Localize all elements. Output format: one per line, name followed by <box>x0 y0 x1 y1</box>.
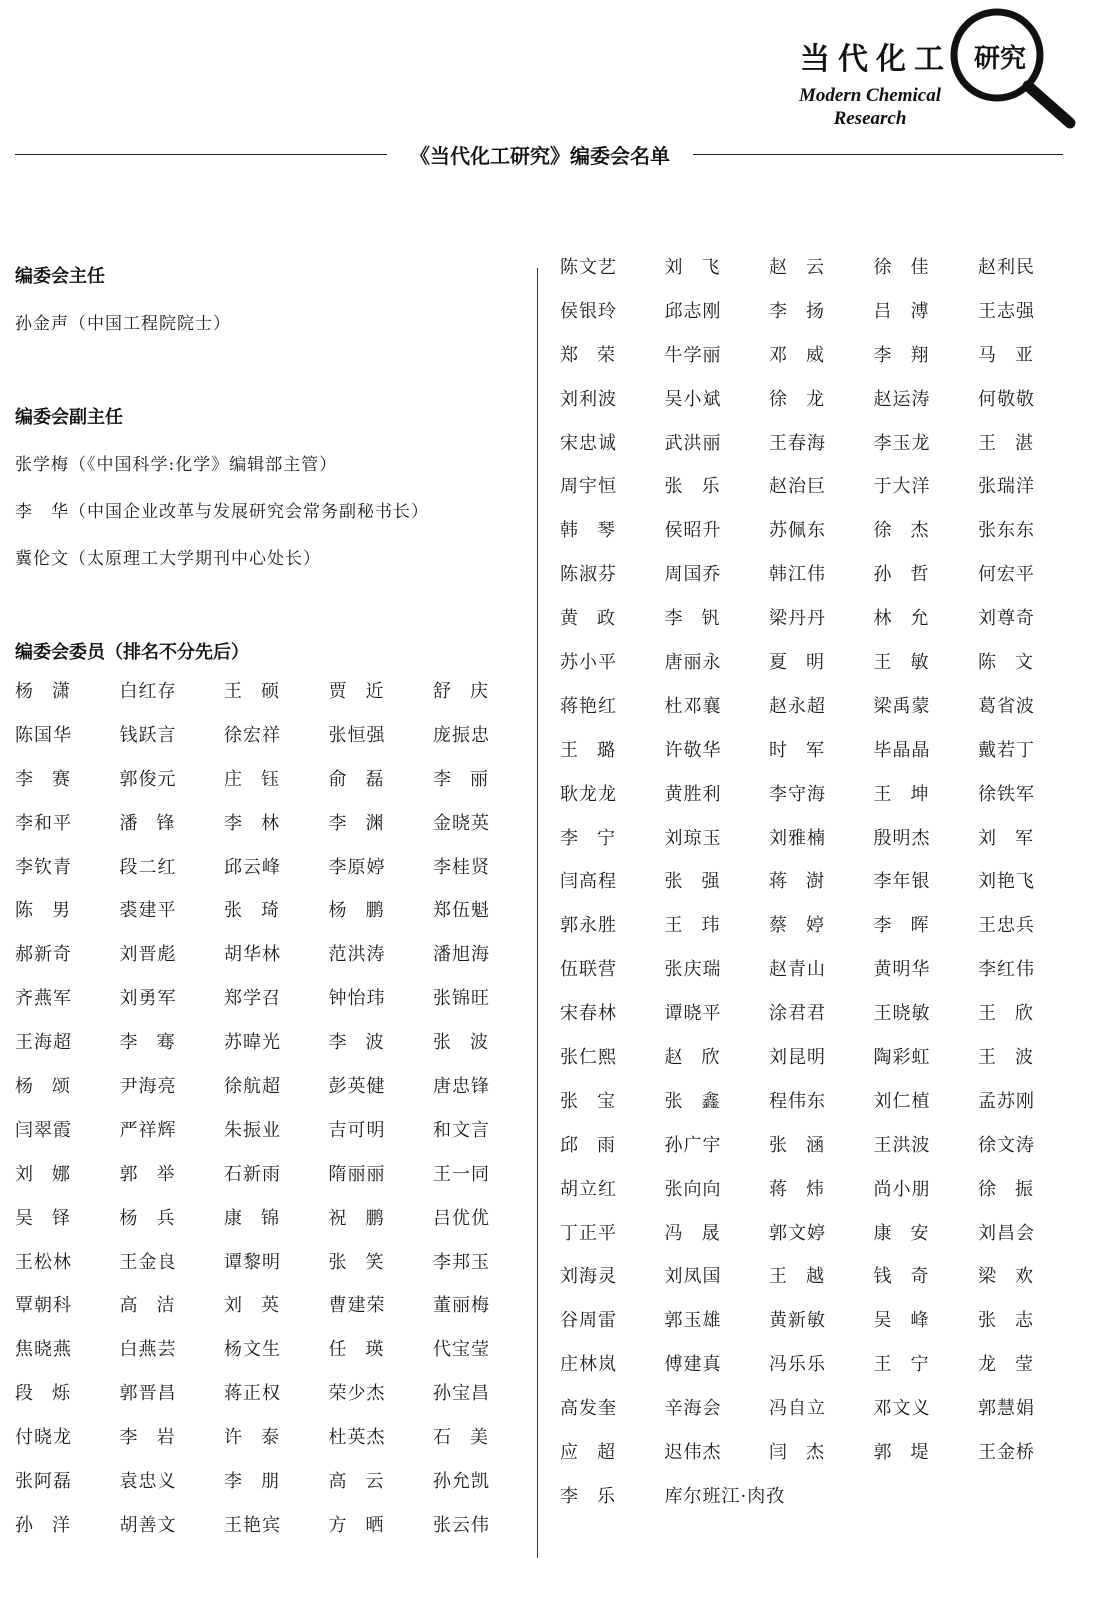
member-name: 张乐 <box>664 476 739 498</box>
member-name: 赵青山 <box>769 959 826 981</box>
member-name: 刘尊奇 <box>978 608 1035 630</box>
member-name: 郭俊元 <box>119 768 177 790</box>
member-name: 张恒强 <box>328 724 386 746</box>
vice-director-heading: 编委会副主任 <box>15 407 123 428</box>
member-name: 陈男 <box>15 900 89 922</box>
member-name: 孙哲 <box>873 564 948 586</box>
member-name: 刘海灵 <box>560 1266 617 1288</box>
member-name: 钱奇 <box>873 1266 948 1288</box>
member-name: 杨颂 <box>15 1076 89 1098</box>
member-name: 宋春林 <box>560 1003 617 1025</box>
member-name: 伍联营 <box>560 959 617 981</box>
member-name: 蒋艳红 <box>560 695 617 717</box>
member-name: 李守海 <box>769 783 826 805</box>
member-name: 张东东 <box>978 520 1035 542</box>
member-name: 金晓英 <box>433 812 490 834</box>
vice-director-entry: 张学梅（《中国科学:化学》编辑部主管） <box>15 455 338 475</box>
member-name: 刘雅楠 <box>769 827 826 849</box>
member-name: 许敬华 <box>664 739 722 761</box>
member-name: 宋忠诚 <box>560 432 617 454</box>
member-name: 何敬敬 <box>978 388 1035 410</box>
member-name: 谭黎明 <box>224 1251 281 1273</box>
logo-english-line1: Modern Chemical <box>799 85 941 106</box>
member-name: 庄钰 <box>224 768 298 790</box>
member-name: 裘建平 <box>119 900 177 922</box>
member-name: 周宇恒 <box>560 476 617 498</box>
member-name: 胡华林 <box>224 944 281 966</box>
member-name: 李宁 <box>560 827 634 849</box>
member-name: 庞振忠 <box>433 724 490 746</box>
member-name: 戴若丁 <box>978 739 1035 761</box>
member-name: 黄新敏 <box>769 1310 826 1332</box>
director-heading: 编委会主任 <box>15 266 105 287</box>
member-name: 李年银 <box>873 871 931 893</box>
header-rule-right <box>693 154 1063 155</box>
member-name: 吴小斌 <box>664 388 722 410</box>
member-name: 郭慧娟 <box>978 1398 1035 1420</box>
member-name: 程伟东 <box>769 1090 826 1112</box>
member-name: 舒庆 <box>433 681 507 702</box>
member-name: 范洪涛 <box>328 944 386 966</box>
member-name: 高洁 <box>119 1295 194 1317</box>
member-name: 袁忠义 <box>119 1471 177 1493</box>
member-name: 陈文 <box>978 652 1052 674</box>
member-name: 吕优优 <box>433 1207 490 1229</box>
member-name: 梁欢 <box>978 1266 1052 1288</box>
member-name: 徐杰 <box>873 520 948 542</box>
member-name: 马亚 <box>978 344 1052 366</box>
member-name: 郝新奇 <box>15 944 72 966</box>
member-name: 王宁 <box>873 1354 948 1376</box>
member-name: 郭玉雄 <box>664 1310 722 1332</box>
member-name: 任瑛 <box>328 1339 403 1361</box>
member-name: 黄胜利 <box>664 783 722 805</box>
member-name: 郭文婷 <box>769 1222 826 1244</box>
member-name: 白红存 <box>119 681 177 702</box>
member-name: 康安 <box>873 1222 948 1244</box>
member-name: 王忠兵 <box>978 915 1035 937</box>
member-name: 胡善文 <box>119 1514 177 1536</box>
member-name: 郭举 <box>119 1163 194 1185</box>
member-name: 张志 <box>978 1310 1052 1332</box>
member-name: 王金良 <box>119 1251 177 1273</box>
member-name: 傅建真 <box>664 1354 722 1376</box>
member-name: 李邦玉 <box>433 1251 490 1273</box>
member-name: 王越 <box>769 1266 843 1288</box>
member-name: 王璐 <box>560 739 634 761</box>
member-name: 孟苏刚 <box>978 1090 1035 1112</box>
member-name: 吕溥 <box>873 300 948 322</box>
member-name: 郑伍魁 <box>433 900 490 922</box>
member-name: 方晒 <box>328 1514 403 1536</box>
member-name: 李朋 <box>224 1471 298 1493</box>
vice-director-entry: 冀伦文（太原理工大学期刊中心处长） <box>15 549 321 569</box>
member-name: 俞磊 <box>328 768 403 790</box>
member-name: 韩琴 <box>560 520 634 542</box>
member-name: 王敏 <box>873 652 948 674</box>
member-name: 张云伟 <box>433 1514 490 1536</box>
members-grid-left <box>15 680 538 1558</box>
member-name: 刘利波 <box>560 388 617 410</box>
member-name: 孙允凯 <box>433 1471 490 1493</box>
member-name: 王硕 <box>224 681 298 702</box>
member-name: 陈文艺 <box>560 257 617 278</box>
member-name: 殷明杰 <box>873 827 931 849</box>
member-name: 尹海亮 <box>119 1076 177 1098</box>
member-name: 焦晓燕 <box>15 1339 72 1361</box>
member-name: 毕晶晶 <box>873 739 931 761</box>
member-name: 白燕芸 <box>119 1339 177 1361</box>
member-name: 钱跃言 <box>119 724 177 746</box>
member-name: 周国乔 <box>664 564 722 586</box>
member-name: 李玉龙 <box>873 432 931 454</box>
member-name: 潘锋 <box>119 812 194 834</box>
header-rule-left <box>15 154 387 155</box>
member-name: 李林 <box>224 812 298 834</box>
member-name: 王湛 <box>978 432 1052 454</box>
member-name: 迟伟杰 <box>664 1442 722 1464</box>
member-name: 徐龙 <box>769 388 843 410</box>
member-name: 李渊 <box>328 812 403 834</box>
member-name: 王海超 <box>15 1032 72 1054</box>
member-name: 朱振业 <box>224 1119 281 1141</box>
member-name: 蒋正权 <box>224 1383 281 1405</box>
member-name: 蔡婷 <box>769 915 843 937</box>
member-name: 张阿磊 <box>15 1471 72 1493</box>
member-name: 刘仁植 <box>873 1090 931 1112</box>
member-name: 孙广宇 <box>664 1134 722 1156</box>
member-name: 梁丹丹 <box>769 608 826 630</box>
member-name: 祝鹏 <box>328 1207 403 1229</box>
member-name: 段二红 <box>119 856 177 878</box>
member-name: 张瑞洋 <box>978 476 1035 498</box>
member-name: 徐航超 <box>224 1076 281 1098</box>
member-name: 刘英 <box>224 1295 298 1317</box>
page-title: 《当代化工研究》编委会名单 <box>410 144 670 168</box>
member-name: 赵治巨 <box>769 476 826 498</box>
member-name: 王玮 <box>664 915 739 937</box>
logo-english-name <box>790 84 950 130</box>
member-name: 孙洋 <box>15 1514 89 1536</box>
member-name: 张强 <box>664 871 739 893</box>
member-name: 张仁熙 <box>560 1047 617 1069</box>
member-name: 涂君君 <box>769 1003 826 1025</box>
member-name: 梁禹蒙 <box>873 695 931 717</box>
member-name: 刘飞 <box>664 257 739 278</box>
member-name: 杨潇 <box>15 681 89 702</box>
member-name: 刘琼玉 <box>664 827 722 849</box>
member-name: 何宏平 <box>978 564 1035 586</box>
member-name: 林允 <box>873 608 948 630</box>
member-name: 康锦 <box>224 1207 298 1229</box>
member-name: 徐文涛 <box>978 1134 1035 1156</box>
member-name: 贾近 <box>328 681 403 702</box>
member-name: 彭英健 <box>328 1076 386 1098</box>
member-name: 苏暐光 <box>224 1032 281 1054</box>
member-name: 赵永超 <box>769 695 826 717</box>
member-name: 张涵 <box>769 1134 843 1156</box>
member-name: 李扬 <box>769 300 843 322</box>
member-name: 时军 <box>769 739 843 761</box>
member-name: 赵运涛 <box>873 388 931 410</box>
member-name: 李晖 <box>873 915 948 937</box>
member-name: 张笑 <box>328 1251 403 1273</box>
member-name: 尚小朋 <box>873 1178 931 1200</box>
member-name: 苏小平 <box>560 652 617 674</box>
member-name: 吉可明 <box>328 1119 386 1141</box>
member-name: 郑学召 <box>224 988 281 1010</box>
member-name: 吴铎 <box>15 1207 89 1229</box>
member-name: 王晓敏 <box>873 1003 931 1025</box>
member-name: 和文言 <box>433 1119 490 1141</box>
members-heading: 编委会委员（排名不分先后） <box>15 642 249 663</box>
member-name: 李红伟 <box>978 959 1035 981</box>
member-name: 潘旭海 <box>433 944 490 966</box>
member-name: 胡立红 <box>560 1178 617 1200</box>
member-name: 段烁 <box>15 1383 89 1405</box>
member-name: 王艳宾 <box>224 1514 281 1536</box>
logo-chinese-name: 当代化工 <box>800 42 952 77</box>
member-name: 代宝莹 <box>433 1339 490 1361</box>
member-name: 闫杰 <box>769 1442 843 1464</box>
member-name: 冯自立 <box>769 1398 826 1420</box>
member-name: 张锦旺 <box>433 988 490 1010</box>
member-name: 夏明 <box>769 652 843 674</box>
member-name: 侯银玲 <box>560 300 617 322</box>
member-name: 陶彩虹 <box>873 1047 931 1069</box>
member-name: 徐佳 <box>873 257 948 278</box>
member-name: 刘艳飞 <box>978 871 1035 893</box>
member-name: 唐忠锋 <box>433 1076 490 1098</box>
member-name: 王春海 <box>769 432 826 454</box>
member-name: 刘昆明 <box>769 1047 826 1069</box>
member-name: 黄政 <box>560 608 634 630</box>
member-name: 李乐 <box>560 1485 634 1507</box>
member-name: 严祥辉 <box>119 1119 177 1141</box>
member-name: 韩江伟 <box>769 564 826 586</box>
member-name: 李原婷 <box>328 856 386 878</box>
member-name: 高云 <box>328 1471 403 1493</box>
member-name: 葛省波 <box>978 695 1035 717</box>
member-name: 李翔 <box>873 344 948 366</box>
member-name: 王一同 <box>433 1163 490 1185</box>
member-name: 冯乐乐 <box>769 1354 826 1376</box>
member-name: 王波 <box>978 1047 1052 1069</box>
member-name: 李波 <box>328 1032 403 1054</box>
member-name: 库尔班江·肉孜 <box>664 1485 786 1507</box>
member-name: 李丽 <box>433 768 507 790</box>
member-name: 曹建荣 <box>328 1295 386 1317</box>
member-name: 张向向 <box>664 1178 722 1200</box>
member-name: 黄明华 <box>873 959 931 981</box>
member-name: 刘晋彪 <box>119 944 177 966</box>
member-name: 王松林 <box>15 1251 72 1273</box>
member-name: 王金桥 <box>978 1442 1035 1464</box>
member-name: 郭永胜 <box>560 915 617 937</box>
logo-english-line2: Research <box>833 108 907 129</box>
member-name: 邱志刚 <box>664 300 722 322</box>
member-name: 石新雨 <box>224 1163 281 1185</box>
member-name: 谭晓平 <box>664 1003 722 1025</box>
member-name: 张宝 <box>560 1090 634 1112</box>
member-name: 高发奎 <box>560 1398 617 1420</box>
member-name: 苏佩东 <box>769 520 826 542</box>
member-name: 赵云 <box>769 257 843 278</box>
member-name: 牛学丽 <box>664 344 722 366</box>
member-name: 丁正平 <box>560 1222 617 1244</box>
member-name: 应超 <box>560 1442 634 1464</box>
member-name: 闫翠霞 <box>15 1119 72 1141</box>
member-name: 赵利民 <box>978 257 1035 278</box>
vice-director-entry: 李 华（中国企业改革与发展研究会常务副秘书长） <box>15 502 429 522</box>
member-name: 徐宏祥 <box>224 724 281 746</box>
member-name: 李赛 <box>15 768 89 790</box>
member-name: 张庆瑞 <box>664 959 722 981</box>
member-name: 冯晟 <box>664 1222 739 1244</box>
member-name: 蒋澍 <box>769 871 843 893</box>
member-name: 付晓龙 <box>15 1427 72 1449</box>
member-name: 张波 <box>433 1032 507 1054</box>
member-name: 唐丽永 <box>664 652 722 674</box>
member-name: 王洪波 <box>873 1134 931 1156</box>
member-name: 耿龙龙 <box>560 783 617 805</box>
member-name: 李钦青 <box>15 856 72 878</box>
member-name: 辛海会 <box>664 1398 722 1420</box>
director-entry: 孙金声（中国工程院院士） <box>15 314 231 334</box>
member-name: 蒋炜 <box>769 1178 843 1200</box>
member-name: 董丽梅 <box>433 1295 490 1317</box>
member-name: 庄林岚 <box>560 1354 617 1376</box>
member-name: 杨文生 <box>224 1339 281 1361</box>
member-name: 荣少杰 <box>328 1383 386 1405</box>
member-name: 杨兵 <box>119 1207 194 1229</box>
member-name: 邱云峰 <box>224 856 281 878</box>
member-name: 石美 <box>433 1427 507 1449</box>
member-name: 侯昭升 <box>664 520 722 542</box>
member-name: 闫高程 <box>560 871 617 893</box>
member-name: 武洪丽 <box>664 432 722 454</box>
member-name: 赵欣 <box>664 1047 739 1069</box>
member-name: 王志强 <box>978 300 1035 322</box>
member-name: 李岩 <box>119 1427 194 1449</box>
member-name: 吴峰 <box>873 1310 948 1332</box>
member-name: 杜邓襄 <box>664 695 722 717</box>
member-name: 覃朝科 <box>15 1295 72 1317</box>
member-name: 徐振 <box>978 1178 1052 1200</box>
member-name: 邓威 <box>769 344 843 366</box>
member-name: 邓文义 <box>873 1398 931 1420</box>
member-name: 杨鹏 <box>328 900 403 922</box>
member-name: 邱雨 <box>560 1134 634 1156</box>
member-name: 李和平 <box>15 812 72 834</box>
member-name: 徐铁军 <box>978 783 1035 805</box>
member-name: 齐燕军 <box>15 988 72 1010</box>
member-name: 刘凤国 <box>664 1266 722 1288</box>
member-name: 钟怡玮 <box>328 988 386 1010</box>
member-name: 张琦 <box>224 900 298 922</box>
member-name: 刘娜 <box>15 1163 89 1185</box>
member-name: 陈淑芬 <box>560 564 617 586</box>
member-name: 许泰 <box>224 1427 298 1449</box>
member-name: 刘军 <box>978 827 1052 849</box>
member-name: 王欣 <box>978 1003 1052 1025</box>
logo-circle-text: 研究 <box>973 44 1026 74</box>
members-grid-right <box>560 256 1083 1529</box>
member-name: 陈国华 <box>15 724 72 746</box>
member-name: 李钒 <box>664 608 739 630</box>
member-name: 李桂贤 <box>433 856 490 878</box>
member-name: 隋丽丽 <box>328 1163 386 1185</box>
member-name: 谷周雷 <box>560 1310 617 1332</box>
member-name: 王坤 <box>873 783 948 805</box>
member-name: 杜英杰 <box>328 1427 386 1449</box>
member-name: 龙莹 <box>978 1354 1052 1376</box>
member-name: 张鑫 <box>664 1090 739 1112</box>
member-name: 郭晋昌 <box>119 1383 177 1405</box>
member-name: 郭堤 <box>873 1442 948 1464</box>
member-name: 刘昌会 <box>978 1222 1035 1244</box>
member-name: 孙宝昌 <box>433 1383 490 1405</box>
member-name: 刘勇军 <box>119 988 177 1010</box>
member-name: 李骞 <box>119 1032 194 1054</box>
member-name: 郑荣 <box>560 344 634 366</box>
member-name: 于大洋 <box>873 476 931 498</box>
